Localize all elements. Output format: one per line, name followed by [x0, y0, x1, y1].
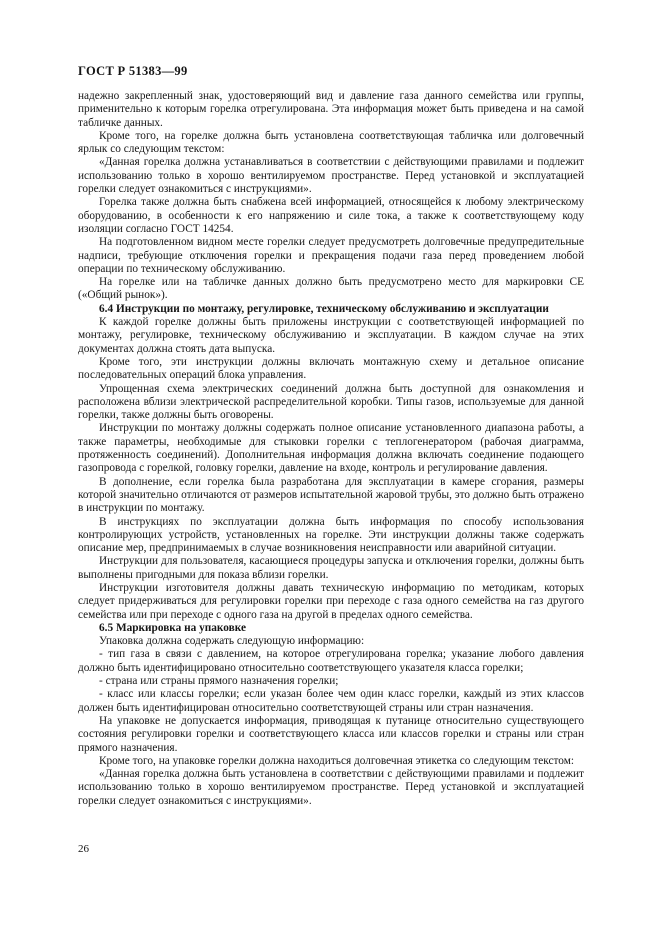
- paragraph: Упаковка должна содержать следующую информацию:: [99, 635, 365, 648]
- paragraph: Кроме того, на горелке должна быть установлена соответствующая табличка или долговечный ярлык со следующим текстом:: [78, 129, 584, 156]
- paragraph: «Данная горелка должна быть установлена в соответствии с действующими правилами и подлежит использованию только в хорошо вентилируемом пространстве. Перед установкой и эксплуатацией горелки следует ознакомиться с инструкциями».: [78, 768, 584, 807]
- standard-designation: ГОСТ Р 51383—99: [78, 64, 188, 78]
- paragraph: Кроме того, на упаковке горелки должна находиться долговечная этикетка со следующим текстом:: [99, 754, 575, 767]
- paragraph: На подготовленном видном месте горелки следует предусмотреть долговечные предупредительные надписи, требующие отключения горелки и прекращения подачи газа перед проведением любой операции по техническому обслуживанию.: [78, 236, 584, 275]
- paragraph: В дополнение, если горелка была разработана для эксплуатации в камере сгорания, размеры которой значительно отличаются от размеров испытательной жаровой трубы, это должно быть отражено в инструкции по монтажу.: [78, 475, 584, 515]
- paragraph: На горелке или на табличке данных должно быть предусмотрено место для маркировки СЕ («Общий рынок»).: [78, 276, 584, 302]
- paragraph: Упрощенная схема электрических соединений должна быть доступной для ознакомления и расположена вблизи электрической распределительной коробки. Типы газов, используемые для данной горелки, также должны быть оговорены.: [78, 382, 584, 422]
- list-item: - страна или страны прямого назначения горелки;: [99, 675, 339, 688]
- list-item: - класс или классы горелки; если указан более чем один класс горелки, каждый из этих классов должен быть идентифицирован относительно соответствующей страны или стран назначения.: [78, 688, 584, 714]
- paragraph: Горелка также должна быть снабжена всей информацией, относящейся к любому электрическому оборудованию, в особенности к его напряжению и силе тока, а также к соответствующему коду изоляции согласно ГОСТ 14254.: [78, 196, 584, 235]
- section-heading: 6.4 Инструкции по монтажу, регулировке, техническому обслуживанию и эксплуатации: [99, 302, 549, 315]
- paragraph: Кроме того, эти инструкции должны включать монтажную схему и детальное описание последовательных операций блока управления.: [78, 355, 584, 382]
- paragraph: «Данная горелка должна устанавливаться в соответствии с действующими правилами и подлежит использованию только в хорошо вентилируемом пространстве. Перед установкой и эксплуатацией горелки следует ознакомиться с инструкциями».: [78, 156, 584, 196]
- paragraph: На упаковке не допускается информация, приводящая к путанице относительно существующего состояния регулировки горелки и соответствующего класса или классов горелки и страны или стран прямого назначения.: [78, 714, 584, 754]
- section-heading: 6.5 Маркировка на упаковке: [99, 621, 246, 634]
- paragraph: Инструкции по монтажу должны содержать полное описание установленного диапазона работы, а также параметры, необходимые для стыковки горелки с теплогенератором (рабочая диаграмма, протяженность соединений). Дополнительная информация должна включать соединение подающего газопровода с горелкой, головку горелки, давление на входе, контроль и регулирование давления.: [78, 422, 584, 475]
- paragraph: В инструкциях по эксплуатации должна быть информация по способу использования контролирующих устройств, установленных на горелке. Эти инструкции должны также содержать описание мер, предпринимаемых в случае возникновения неисправности или аварийной ситуации.: [78, 515, 584, 555]
- paragraph: Инструкции для пользователя, касающиеся процедуры запуска и отключения горелки, должны быть выполнены пригодными для показа вблизи горелки.: [78, 555, 584, 581]
- paragraph: надежно закрепленный знак, удостоверяющий вид и давление газа данного семейства или группы, применительно к которым горелка отрегулирована. Эта информация может быть приведена и на самой табличке данных.: [78, 90, 584, 129]
- document-body: [78, 90, 584, 808]
- page-number: 26: [78, 843, 89, 855]
- paragraph: К каждой горелке должны быть приложены инструкции с соответствующей информацией по монтажу, регулировке, техническому обслуживанию и эксплуатации. В каждом случае на этих документах должна стоять дата выпуска.: [78, 316, 584, 355]
- list-item: - тип газа в связи с давлением, на которое отрегулирована горелка; указание любого давления должно быть идентифицировано относительно соответствующего указателя класса горелки;: [78, 648, 584, 674]
- paragraph: Инструкции изготовителя должны давать техническую информацию по методикам, которых следует придерживаться для регулировки горелки при переходе с газа одного семейства на газ другого семейства или при переходе с одного газа на другой в пределах одного семейства.: [78, 581, 584, 621]
